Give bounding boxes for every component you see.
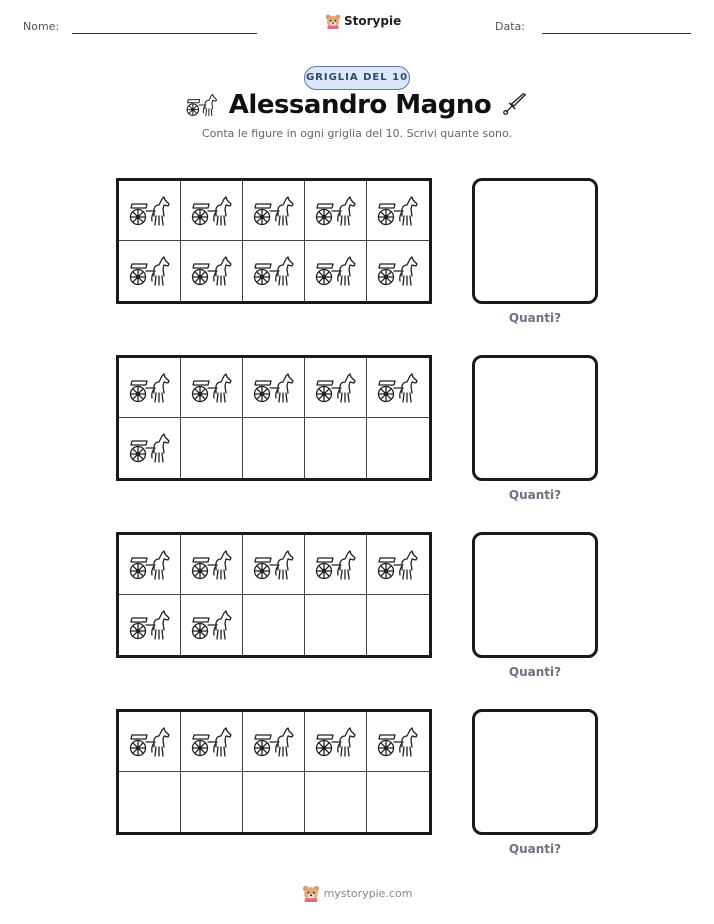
chariot-icon [190, 548, 234, 582]
grid-cell [119, 181, 181, 241]
grid-cell [181, 712, 243, 772]
grid-cell [243, 535, 305, 595]
date-line[interactable] [542, 33, 691, 34]
answer-box[interactable] [472, 532, 598, 658]
grid-cell [243, 595, 305, 655]
name-line[interactable] [72, 33, 257, 34]
grid-cell [305, 772, 367, 832]
grid-cell [305, 595, 367, 655]
grid-cell [181, 535, 243, 595]
chariot-icon [252, 254, 296, 288]
chariot-icon [190, 608, 234, 642]
grid-cell [367, 358, 429, 418]
chariot-icon [252, 725, 296, 759]
answer-label: Quanti? [508, 488, 562, 502]
chariot-icon [190, 725, 234, 759]
bear-icon [302, 884, 320, 902]
ten-frame-grid [116, 178, 432, 304]
chariot-icon [128, 725, 172, 759]
chariot-icon [190, 254, 234, 288]
chariot-icon [314, 254, 358, 288]
bear-icon [325, 13, 341, 29]
grid-cell [367, 535, 429, 595]
chariot-icon [252, 194, 296, 228]
grid-cell [243, 358, 305, 418]
sword-icon [501, 91, 529, 119]
grid-cell [305, 241, 367, 301]
answer-label: Quanti? [508, 665, 562, 679]
grid-cell [243, 772, 305, 832]
chariot-icon [314, 371, 358, 405]
grid-cell [181, 181, 243, 241]
chariot-icon [190, 371, 234, 405]
chariot-icon [314, 548, 358, 582]
chariot-icon [376, 548, 420, 582]
chariot-icon [376, 725, 420, 759]
grid-cell [181, 358, 243, 418]
date-label: Data: [495, 20, 525, 33]
grid-cell [367, 418, 429, 478]
grid-cell [243, 418, 305, 478]
grid-cell [119, 772, 181, 832]
answer-label: Quanti? [508, 842, 562, 856]
answer-label: Quanti? [508, 311, 562, 325]
answer-box[interactable] [472, 709, 598, 835]
chariot-icon [314, 194, 358, 228]
answer-box[interactable] [472, 178, 598, 304]
grid-cell [181, 595, 243, 655]
grid-cell [367, 772, 429, 832]
chariot-icon [128, 608, 172, 642]
chariot-icon [252, 548, 296, 582]
ten-frame-grid [116, 709, 432, 835]
page-title: Alessandro Magno [228, 90, 492, 120]
name-label: Nome: [23, 20, 60, 33]
grid-cell [243, 181, 305, 241]
grid-cell [243, 712, 305, 772]
grid-cell [181, 772, 243, 832]
answer-box[interactable] [472, 355, 598, 481]
chariot-icon [376, 254, 420, 288]
chariot-icon [128, 431, 172, 465]
grid-cell [367, 712, 429, 772]
instructions: Conta le figure in ogni griglia del 10. Scrivi quante sono. [201, 127, 512, 140]
chariot-icon [252, 371, 296, 405]
grid-cell [119, 712, 181, 772]
ten-frame-grid [116, 355, 432, 481]
title-row [0, 90, 714, 120]
grid-cell [305, 418, 367, 478]
chariot-icon [128, 254, 172, 288]
chariot-icon [128, 194, 172, 228]
grid-cell [367, 181, 429, 241]
chariot-icon [376, 194, 420, 228]
footer [0, 884, 714, 902]
grid-cell [119, 595, 181, 655]
grid-cell [305, 712, 367, 772]
grid-cell [119, 358, 181, 418]
brand-logo [325, 13, 401, 29]
grid-cell [119, 535, 181, 595]
grid-cell [305, 535, 367, 595]
chariot-icon [190, 194, 234, 228]
grid-cell [305, 358, 367, 418]
grid-cell [243, 241, 305, 301]
grid-cell [119, 241, 181, 301]
chariot-icon [376, 371, 420, 405]
chariot-icon [128, 548, 172, 582]
grid-cell [305, 181, 367, 241]
chariot-icon [185, 92, 219, 118]
grid-cell [181, 241, 243, 301]
brand-name: Storypie [344, 14, 402, 28]
ten-frame-grid [116, 532, 432, 658]
grid-cell [119, 418, 181, 478]
worksheet-badge: GRIGLIA DEL 10 [304, 66, 410, 90]
grid-cell [367, 241, 429, 301]
chariot-icon [314, 725, 358, 759]
footer-url: mystorypie.com [323, 886, 413, 900]
chariot-icon [128, 371, 172, 405]
grid-cell [367, 595, 429, 655]
grid-cell [181, 418, 243, 478]
